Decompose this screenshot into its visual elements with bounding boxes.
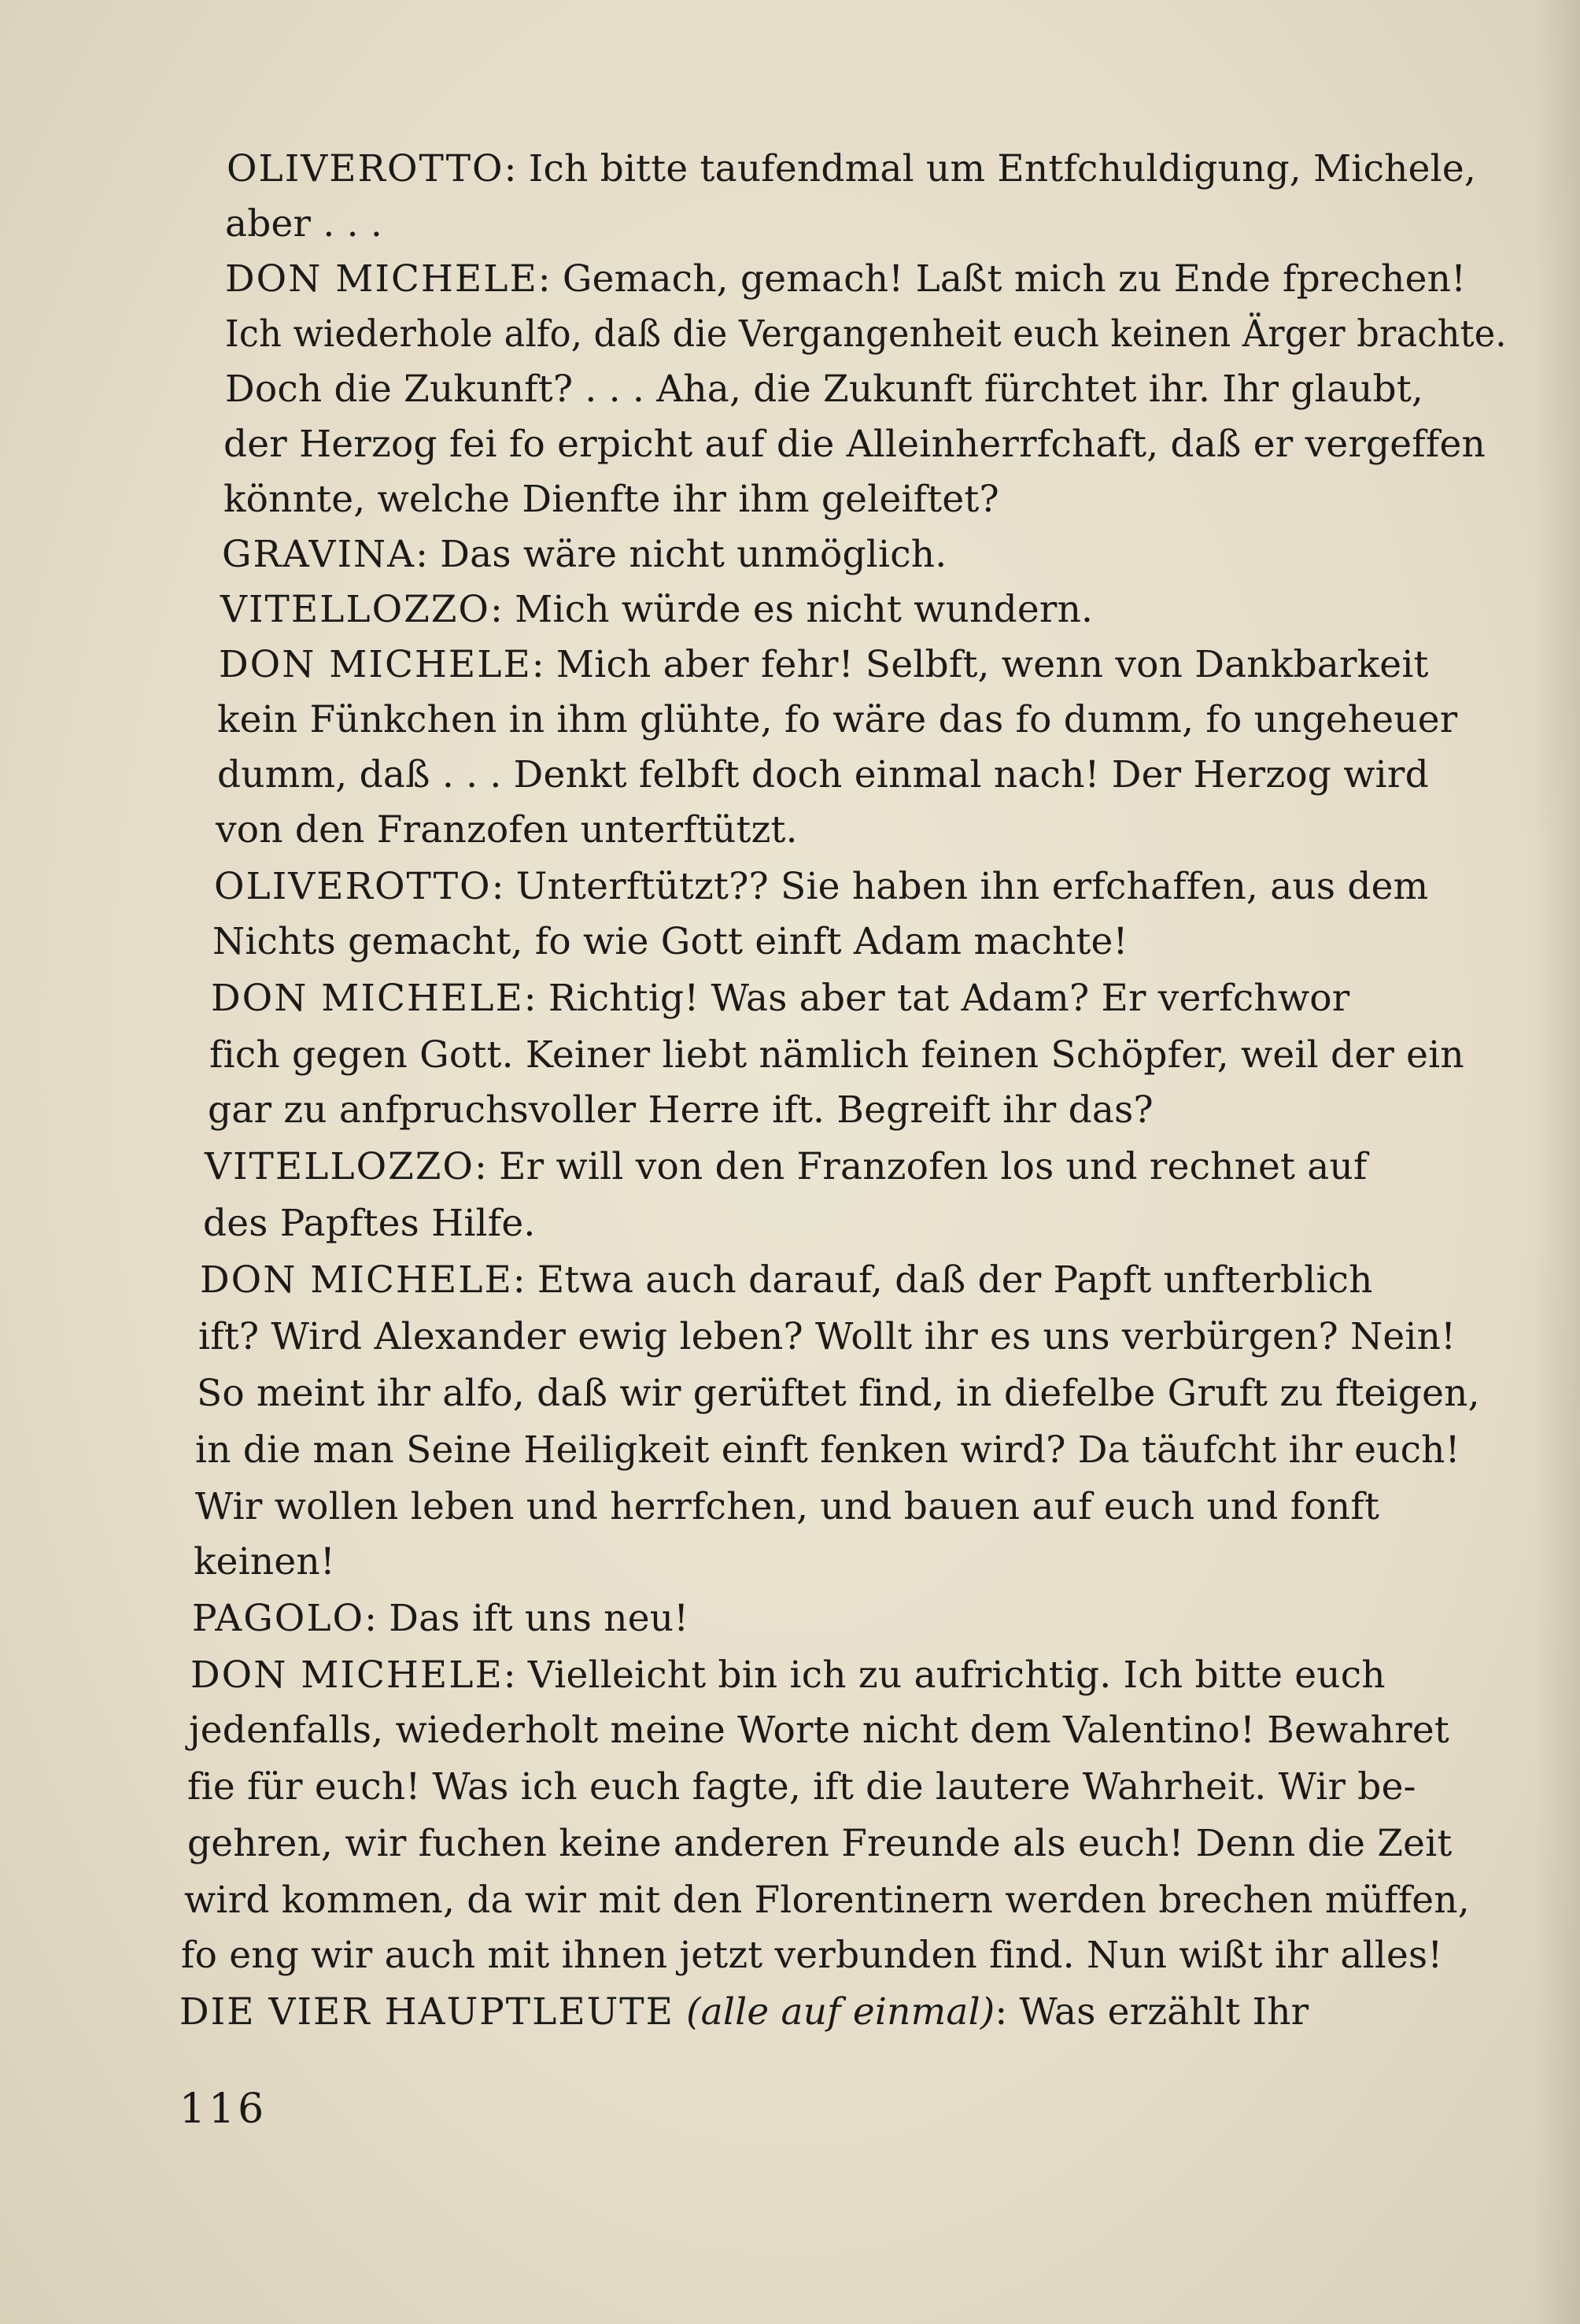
- dialogue-text: in die man Seine Heiligkeit einft fenken wird? Da täufcht ihr euch!: [195, 1428, 1460, 1472]
- dialogue-text: : Etwa auch darauf, daß der Papft unfterblich: [512, 1258, 1373, 1302]
- dialogue-text: der Herzog fei fo erpicht auf die Alleinherrfchaft, daß er vergeffen: [223, 423, 1486, 466]
- text-line: [194, 1535, 335, 1590]
- text-line: [208, 1083, 1154, 1138]
- text-line: [225, 252, 1466, 307]
- speaker-name: DON MICHELE: [190, 1653, 504, 1697]
- dialogue-text: jedenfalls, wiederholt meine Worte nicht dem Valentino! Bewahret: [189, 1709, 1449, 1752]
- text-line: [225, 307, 1507, 362]
- text-line: [225, 362, 1423, 417]
- speaker-name: VITELLOZZO: [205, 1145, 474, 1188]
- dialogue-text: : Mich aber fehr! Selbft, wenn von Dankbarkeit: [531, 643, 1429, 686]
- text-line: [197, 1366, 1480, 1421]
- text-line: [211, 971, 1349, 1026]
- dialogue-text: ift? Wird Alexander ewig leben? Wollt ihr es uns verbürgen? Nein!: [198, 1315, 1456, 1358]
- speaker-name: VITELLOZZO: [220, 588, 490, 631]
- text-line: [217, 693, 1457, 748]
- text-line: [214, 859, 1428, 914]
- dialogue-text: So meint ihr alfo, daß wir gerüftet find, in diefelbe Gruft zu fteigen,: [197, 1372, 1480, 1415]
- text-line: [203, 1196, 536, 1251]
- dialogue-text: gar zu anfpruchsvoller Herre ift. Begreift ihr das?: [208, 1088, 1154, 1132]
- dialogue-text: dumm, daß . . . Denkt felbft doch einmal nach! Der Herzog wird: [217, 753, 1429, 796]
- text-line: [198, 1310, 1456, 1365]
- speaker-name: OLIVEROTTO: [227, 147, 504, 190]
- page-shadow: [1533, 0, 1580, 2324]
- text-line: [189, 1703, 1449, 1758]
- dialogue-text: gehren, wir fuchen keine anderen Freunde als euch! Denn die Zeit: [187, 1822, 1453, 1865]
- dialogue-text: Doch die Zukunft? . . . Aha, die Zukunft fürchtet ihr. Ihr glaubt,: [225, 368, 1424, 411]
- text-line: [209, 1028, 1464, 1083]
- page-number: 116: [179, 2086, 268, 2133]
- dialogue-text: Ich wiederhole alfo, daß die Vergangenheit euch keinen Ärger brachte.: [225, 312, 1507, 356]
- speaker-name: DON MICHELE: [200, 1258, 513, 1302]
- dialogue-text: : Richtig! Was aber tat Adam? Er verfchwor: [523, 977, 1350, 1020]
- dialogue-text: fich gegen Gott. Keiner liebt nämlich feinen Schöpfer, weil der ein: [209, 1033, 1464, 1077]
- speaker-name: OLIVEROTTO: [214, 865, 492, 908]
- text-line: [219, 637, 1429, 693]
- text-line: [223, 472, 999, 527]
- dialogue-text: wird kommen, da wir mit den Florentinern werden brechen müffen,: [184, 1879, 1470, 1922]
- text-line: [184, 1873, 1470, 1928]
- dialogue-text: fie für euch! Was ich euch fagte, ift die lautere Wahrheit. Wir be-: [187, 1765, 1416, 1809]
- dialogue-text: : Mich würde es nicht wundern.: [489, 588, 1094, 631]
- text-line: [187, 1816, 1453, 1871]
- dialogue-text: kein Fünkchen in ihm glühte, fo wäre das fo dumm, fo ungeheuer: [217, 698, 1458, 741]
- speaker-name: DON MICHELE: [211, 977, 524, 1020]
- text-line: [179, 1985, 1309, 2040]
- text-line: [222, 527, 947, 582]
- text-line: [195, 1480, 1379, 1535]
- text-line: [195, 1423, 1460, 1478]
- dialogue-text: : Vielleicht bin ich zu aufrichtig. Ich bitte euch: [503, 1653, 1386, 1697]
- text-line: [227, 142, 1476, 197]
- text-line: [192, 1591, 688, 1646]
- dialogue-text: : Ich bitte taufendmal um Entfchuldigung, Michele,: [504, 147, 1477, 190]
- text-line: [223, 417, 1486, 472]
- dialogue-text: : Das ift uns neu!: [364, 1597, 689, 1640]
- dialogue-text: : Unterftützt?? Sie haben ihn erfchaffen, aus dem: [491, 865, 1429, 908]
- text-line: [212, 914, 1128, 970]
- text-line: [200, 1253, 1373, 1308]
- dialogue-text: aber . . .: [225, 202, 383, 246]
- speaker-name: DIE VIER HAUPTLEUTE: [179, 1990, 674, 2034]
- dialogue-text: Wir wollen leben und herrfchen, und bauen auf euch und fonft: [195, 1485, 1380, 1528]
- dialogue-text: : Das wäre nicht unmöglich.: [415, 533, 947, 576]
- speaker-name: GRAVINA: [222, 533, 416, 576]
- text-line: [181, 1928, 1442, 1983]
- dialogue-text: keinen!: [194, 1540, 335, 1583]
- text-line: [220, 582, 1093, 637]
- text-line: [205, 1140, 1368, 1195]
- text-line: [216, 803, 798, 858]
- dialogue-text: Nichts gemacht, fo wie Gott einft Adam machte!: [212, 920, 1128, 963]
- text-line: [217, 748, 1429, 803]
- speaker-name: DON MICHELE: [225, 257, 538, 301]
- stage-direction: (alle auf einmal): [686, 1990, 995, 2034]
- text-line: [225, 197, 382, 252]
- dialogue-text: des Papftes Hilfe.: [203, 1202, 536, 1245]
- dialogue-text: : Er will von den Franzofen los und rechnet auf: [474, 1145, 1368, 1188]
- speaker-name: DON MICHELE: [219, 643, 532, 686]
- dialogue-text: : Was erzählt Ihr: [995, 1990, 1309, 2034]
- dialogue-text: fo eng wir auch mit ihnen jetzt verbunden find. Nun wißt ihr alles!: [181, 1934, 1443, 1977]
- speaker-name: PAGOLO: [192, 1597, 365, 1640]
- dialogue-text: von den Franzofen unterftützt.: [216, 808, 798, 852]
- text-line: [187, 1760, 1416, 1815]
- text-line: [190, 1648, 1386, 1703]
- dialogue-text: : Gemach, gemach! Laßt mich zu Ende fprechen!: [537, 257, 1467, 301]
- dialogue-text: könnte, welche Dienfte ihr ihm geleiftet?: [223, 478, 999, 521]
